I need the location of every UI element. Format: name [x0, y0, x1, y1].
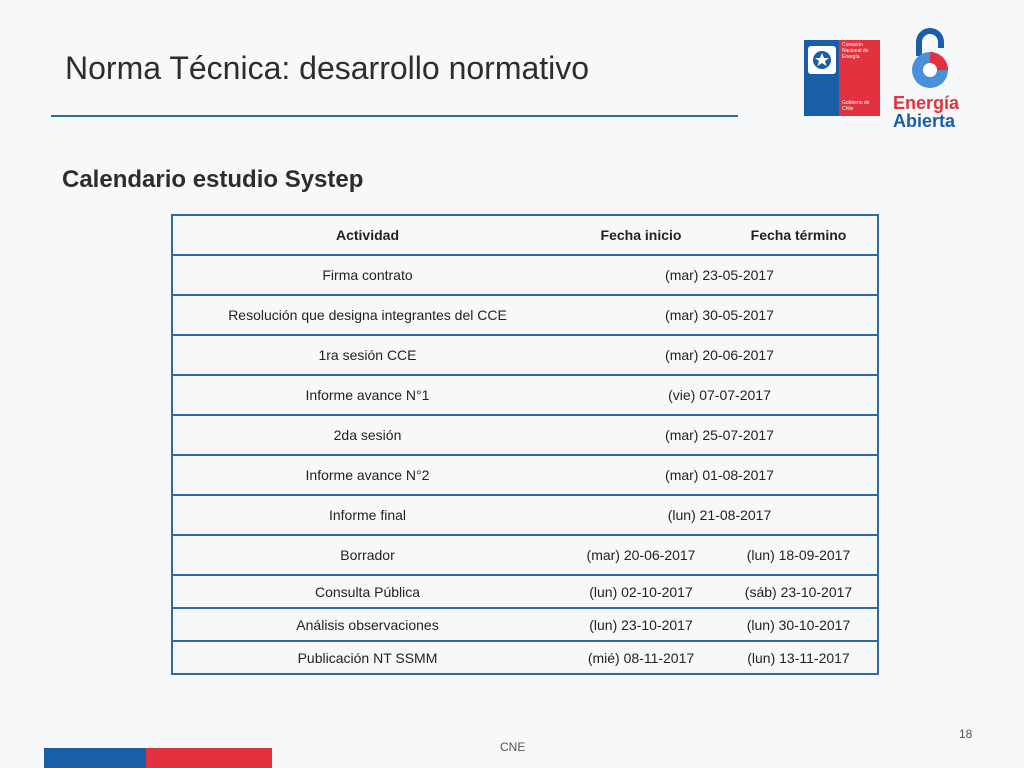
header-actividad: Actividad [172, 215, 562, 255]
logo-word-abierta: Abierta [893, 111, 956, 131]
footer-blue-bar [44, 748, 146, 768]
gob-logo-text-1: Comisión [842, 42, 863, 48]
energia-abierta-logo [893, 26, 969, 134]
table-row [172, 608, 878, 641]
table-header-row [172, 215, 878, 255]
table-row [172, 375, 878, 415]
footer-label: CNE [500, 740, 526, 754]
table-row [172, 255, 878, 295]
title-underline [51, 115, 738, 117]
activity-cell: Firma contrato [172, 255, 562, 295]
gobierno-logo [804, 40, 880, 116]
logo-word-energia: Energía [893, 93, 960, 113]
start-date-cell: (mié) 08-11-2017 [562, 641, 720, 674]
section-subtitle: Calendario estudio Systep [62, 166, 364, 193]
table-row [172, 641, 878, 674]
activity-cell: Borrador [172, 535, 562, 575]
page-number: 18 [959, 727, 973, 741]
table-row [172, 335, 878, 375]
activity-cell: Informe avance N°1 [172, 375, 562, 415]
activity-cell: Informe final [172, 495, 562, 535]
padlock-icon [903, 26, 957, 90]
activity-cell: Consulta Pública [172, 575, 562, 608]
slide-title: Norma Técnica: desarrollo normativo [65, 50, 590, 86]
activity-cell: Análisis observaciones [172, 608, 562, 641]
end-date-cell: (lun) 30-10-2017 [720, 608, 878, 641]
end-date-cell: (lun) 18-09-2017 [720, 535, 878, 575]
table-row [172, 575, 878, 608]
table-row [172, 535, 878, 575]
start-date-cell: (lun) 23-10-2017 [562, 608, 720, 641]
activity-cell: Informe avance N°2 [172, 455, 562, 495]
activity-cell: Publicación NT SSMM [172, 641, 562, 674]
date-cell: (vie) 07-07-2017 [562, 375, 878, 415]
end-date-cell: (sáb) 23-10-2017 [720, 575, 878, 608]
date-cell: (mar) 23-05-2017 [562, 255, 878, 295]
table-row [172, 415, 878, 455]
header-fecha-inicio: Fecha inicio [562, 215, 720, 255]
start-date-cell: (mar) 20-06-2017 [562, 535, 720, 575]
date-cell: (mar) 25-07-2017 [562, 415, 878, 455]
table-row [172, 495, 878, 535]
table-row [172, 295, 878, 335]
end-date-cell: (lun) 13-11-2017 [720, 641, 878, 674]
table-row [172, 455, 878, 495]
activity-cell: 1ra sesión CCE [172, 335, 562, 375]
footer-red-bar [146, 748, 272, 768]
activity-cell: Resolución que designa integrantes del CCE [172, 295, 562, 335]
gob-logo-bottom: Gobierno de Chile [842, 100, 870, 112]
gob-logo-text-3: Energía [842, 54, 860, 60]
calendar-table [171, 214, 879, 675]
date-cell: (mar) 01-08-2017 [562, 455, 878, 495]
gob-logo-text-2: Nacional de [842, 48, 869, 54]
header-fecha-termino: Fecha término [720, 215, 878, 255]
date-cell: (lun) 21-08-2017 [562, 495, 878, 535]
date-cell: (mar) 20-06-2017 [562, 335, 878, 375]
start-date-cell: (lun) 02-10-2017 [562, 575, 720, 608]
chile-emblem-icon [808, 46, 836, 74]
date-cell: (mar) 30-05-2017 [562, 295, 878, 335]
activity-cell: 2da sesión [172, 415, 562, 455]
